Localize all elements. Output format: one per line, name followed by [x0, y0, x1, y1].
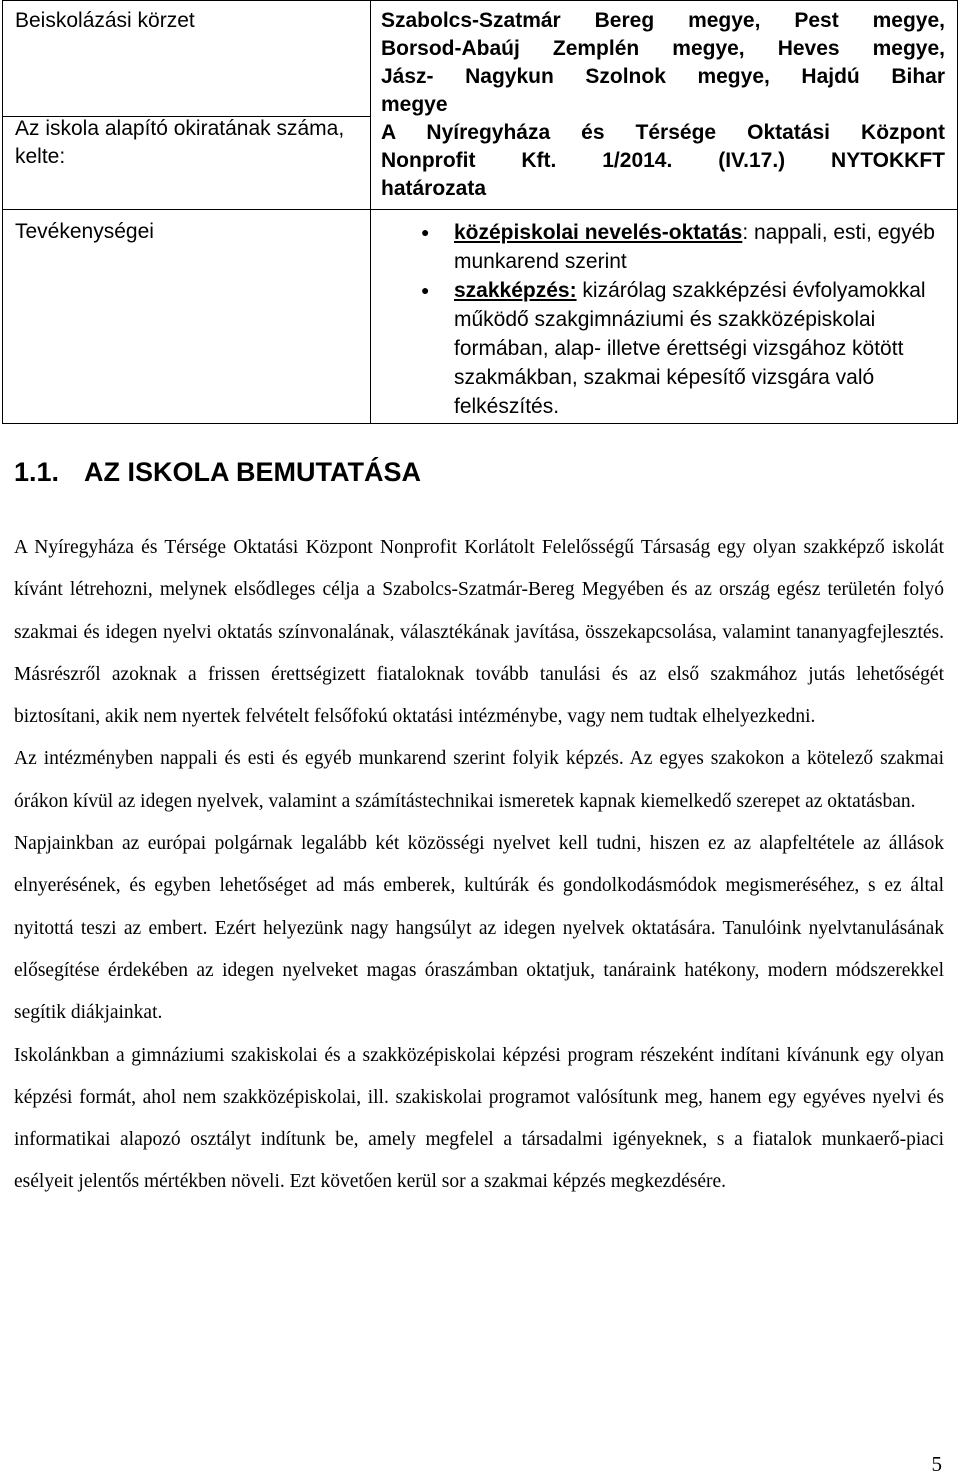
activity-item: [421, 276, 945, 421]
section-number: 1.1.: [14, 457, 60, 487]
page-number: 5: [931, 1452, 942, 1476]
district-label: Beiskolázási körzet: [3, 1, 371, 117]
district-and-charter-value: [371, 1, 958, 210]
district-row: [3, 1, 958, 117]
activity-item: [421, 218, 945, 276]
paragraph: A Nyíregyháza és Térsége Oktatási Központ Nonprofit Korlátolt Felelősségű Társaság egy olyan szakképző iskolát kívánt létrehozni, melynek elsődleges célja a Szabolcs-Szatmár-Bereg Megyében és az ország egész területén folyó szakmai és idegen nyelvi oktatás színvonalának, választékának javítása, összekapcsolása, valamint tananyagfejlesztés. Másrészről azoknak a frissen érettségizett fiataloknak tovább tanulási és az első szakmához jutás lehetőségét biztosítani, akik nem nyertek felvételt felsőfokú oktatási intézménybe, vagy nem tudtak elhelyezkedni.: [14, 537, 944, 728]
paragraph: Napjainkban az európai polgárnak legalább két közösségi nyelvet kell tudni, hiszen ez az alapfeltétele az állások elnyerésének, és egyben lehetőséget ad más emberek, kultúrák és gondolkodásmódok megismeréséhez, s ez által nyitottá teszi az embert. Ezért helyezünk nagy hangsúlyt az idegen nyelvek oktatására. Tanulóink nyelvtanulásának elősegítése érdekében az idegen nyelveket magas óraszámban oktatjuk, tanáraink hatékony, modern módszerekkel segítik diákjainkat.: [14, 833, 944, 1024]
paragraph: Iskolánkban a gimnáziumi szakiskolai és a szakközépiskolai képzési program részeként indítani kívánunk egy olyan képzési formát, ahol nem szakközépiskolai, ill. szakiskolai programot valósítunk meg, hanem egy egyéves nyelvi és informatikai alapozó osztályt indítunk be, amely megfelel a társadalmi igényeknek, s a fiatalok munkaerő-piaci esélyeit jelentős mértékben növeli. Ezt követően kerül sor a szakmai képzés megkezdésére.: [14, 1044, 944, 1193]
activity-row: [3, 210, 958, 424]
activity-description: : nappali, esti, egyéb munkarend szerint: [454, 221, 935, 273]
activity-list: [381, 218, 945, 421]
charter-value-line: Nonprofit Kft. 1/2014. (IV.17.) NYTOKKFT: [381, 149, 945, 172]
charter-label: Az iskola alapító okiratának száma, kelte:: [3, 117, 371, 210]
school-info-table: [2, 0, 958, 424]
district-value-line: megye: [381, 93, 448, 116]
charter-value-line: határozata: [381, 177, 487, 200]
district-value-line: Szabolcs-Szatmár Bereg megye, Pest megye,: [381, 9, 945, 32]
activity-description: kizárólag szakképzési évfolyamokkal működő szakgimnáziumi és szakközépiskolai formában, alap- illetve érettségi vizsgához kötött szakmákban, szakmai képesítő vizsgára való felkészítés.: [454, 279, 926, 418]
activity-term: szakképzés:: [454, 279, 577, 302]
paragraph: Az intézményben nappali és esti és egyéb munkarend szerint folyik képzés. Az egyes szakokon a kötelező szakmai órákon kívül az idegen nyelvek, valamint a számítástechnikai ismeretek kapnak kiemelkedő szerepet az oktatásban.: [14, 748, 944, 812]
activity-label: Tevékenységei: [3, 210, 371, 424]
body-text: [14, 527, 944, 1204]
bullet-icon: ●: [421, 282, 430, 298]
section-title: AZ ISKOLA BEMUTATÁSA: [84, 457, 421, 487]
charter-value-line: A Nyíregyháza és Térsége Oktatási Központ: [381, 121, 945, 144]
district-value-line: Jász- Nagykun Szolnok megye, Hajdú Bihar: [381, 65, 945, 88]
district-value-line: Borsod-Abaúj Zemplén megye, Heves megye,: [381, 37, 945, 60]
activity-term: középiskolai nevelés-oktatás: [454, 221, 743, 244]
activity-value: [371, 210, 958, 424]
bullet-icon: ●: [421, 224, 430, 240]
section-heading: [14, 455, 421, 489]
